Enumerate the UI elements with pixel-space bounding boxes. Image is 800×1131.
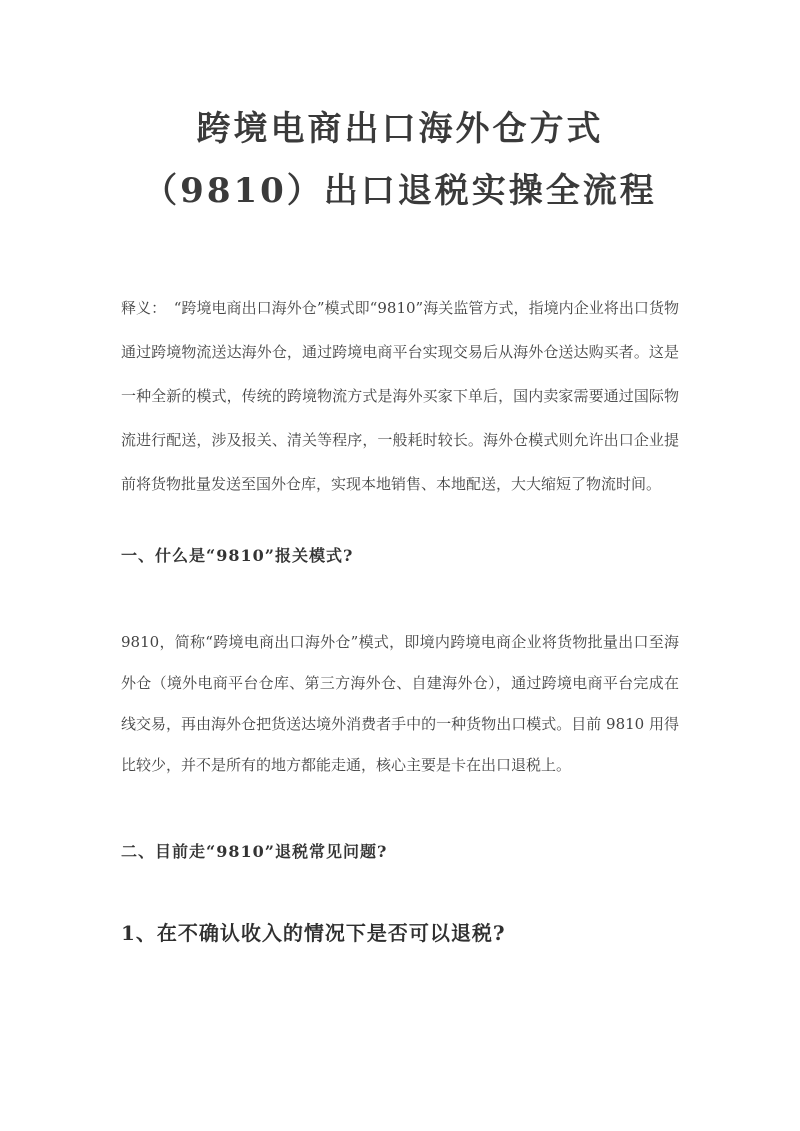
- section-1-paragraph: 9810，简称“跨境电商出口海外仓”模式，即境内跨境电商企业将货物批量出口至海外仓（境外电商平台仓库、第三方海外仓、自建海外仓），通过跨境电商平台完成在线交易，再由海外仓把货送达境外消费者手中的一种货物出口模式。目前 9810 用得比较少，并不是所有的地方都能走通，核心主要是卡在出口退税上。: [121, 633, 679, 774]
- page-title-line-1: 跨境电商出口海外仓方式: [196, 109, 604, 149]
- page-title: [121, 98, 679, 222]
- intro-paragraph: 释义： “跨境电商出口海外仓”模式即“9810”海关监管方式，指境内企业将出口货物通过跨境物流送达海外仓，通过跨境电商平台实现交易后从海外仓送达购买者。这是一种全新的模式，传统的跨境物流方式是海外买家下单后，国内卖家需要通过国际物流进行配送，涉及报关、清关等程序，一般耗时较长。海外仓模式则允许出口企业提前将货物批量发送至国外仓库，实现本地销售、本地配送，大大缩短了物流时间。: [121, 299, 679, 493]
- question-1-heading: 1、在不确认收入的情况下是否可以退税?: [121, 921, 506, 945]
- section-1-heading: 一、什么是“9810”报关模式?: [121, 546, 354, 565]
- section-2-heading: 二、目前走“9810”退税常见问题?: [121, 842, 388, 861]
- page-title-line-2: （9810）出口退税实操全流程: [143, 171, 657, 211]
